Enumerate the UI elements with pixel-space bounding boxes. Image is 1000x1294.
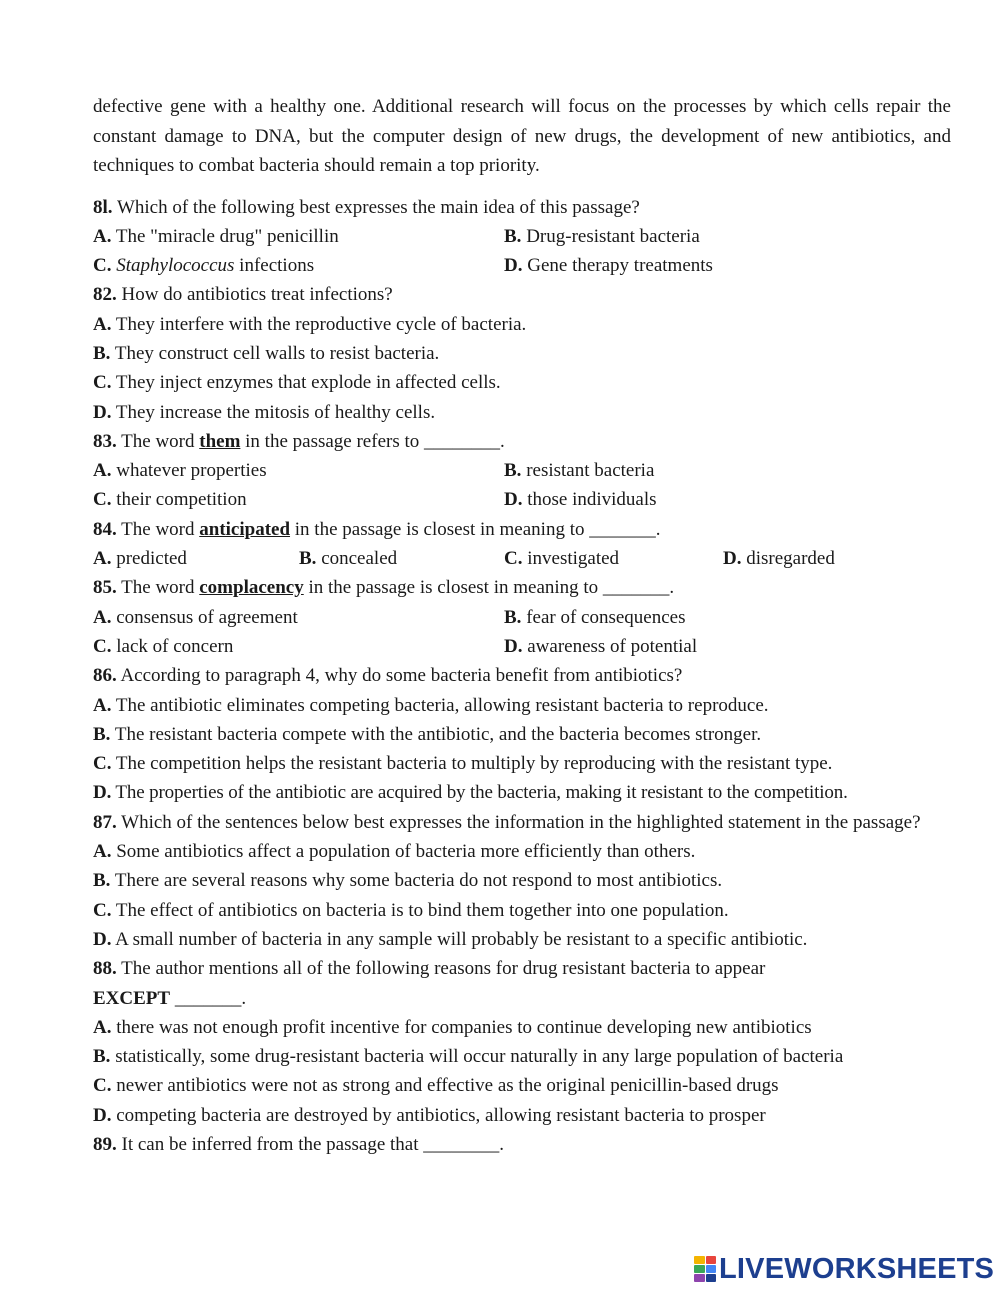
option-d[interactable]: D. A small number of bacteria in any sample will probably be resistant to a specific antibiotic. xyxy=(93,928,808,950)
option-a[interactable]: A. there was not enough profit incentive for companies to continue developing new antibiotics xyxy=(93,1016,812,1038)
option-row xyxy=(93,485,951,514)
question-88: 88. The author mentions all of the following reasons for drug resistant bacteria to appear xyxy=(93,958,766,980)
question-85: 85. The word complacency in the passage is closest in meaning to _______. xyxy=(93,577,675,599)
option-c[interactable]: C. They inject enzymes that explode in affected cells. xyxy=(93,372,501,394)
option-row xyxy=(93,544,951,573)
option-row xyxy=(93,632,951,661)
question-86: 86. According to paragraph 4, why do some bacteria benefit from antibiotics? xyxy=(93,665,683,687)
option-c[interactable]: C. investigated xyxy=(504,548,620,570)
option-row xyxy=(93,603,951,632)
option-c[interactable]: C. The effect of antibiotics on bacteria is to bind them together into one population. xyxy=(93,899,729,921)
option-c[interactable]: C. newer antibiotics were not as strong and effective as the original penicillin-based drugs xyxy=(93,1075,779,1097)
option-c[interactable]: C. Staphylococcus infections xyxy=(93,255,315,277)
option-row xyxy=(93,251,951,280)
option-b[interactable]: B. The resistant bacteria compete with the antibiotic, and the bacteria becomes stronger. xyxy=(93,723,762,745)
question-87: 87. Which of the sentences below best expresses the information in the highlighted statement in the passage? xyxy=(93,811,921,833)
logo-text: LIVEWORKSHEETS xyxy=(719,1252,995,1285)
option-c[interactable]: C. The competition helps the resistant bacteria to multiply by reproducing with the resistant type. xyxy=(93,753,833,775)
question-84: 84. The word anticipated in the passage is closest in meaning to _______. xyxy=(93,518,661,540)
logo-mark-icon xyxy=(694,1256,716,1282)
option-b[interactable]: B. Drug-resistant bacteria xyxy=(504,225,700,247)
option-d[interactable]: D. competing bacteria are destroyed by antibiotics, allowing resistant bacteria to prosper xyxy=(93,1104,766,1126)
option-a[interactable]: A. predicted xyxy=(93,548,187,570)
question-83: 83. The word them in the passage refers to ________. xyxy=(93,430,505,452)
option-d[interactable]: D. awareness of potential xyxy=(504,635,698,657)
option-b[interactable]: B. concealed xyxy=(299,548,398,570)
option-row xyxy=(93,222,951,251)
option-c[interactable]: C. their competition xyxy=(93,489,247,511)
option-d[interactable]: D. Gene therapy treatments xyxy=(504,255,713,277)
option-b[interactable]: B. There are several reasons why some bacteria do not respond to most antibiotics. xyxy=(93,870,723,892)
option-d[interactable]: D. The properties of the antibiotic are acquired by the bacteria, making it resistant to the competition. xyxy=(93,782,848,804)
option-row xyxy=(93,456,951,485)
option-a[interactable]: A. Some antibiotics affect a population of bacteria more efficiently than others. xyxy=(93,841,696,863)
option-d[interactable]: D. disregarded xyxy=(723,548,835,570)
option-a[interactable]: A. whatever properties xyxy=(93,460,267,482)
option-d[interactable]: D. They increase the mitosis of healthy cells. xyxy=(93,401,436,423)
option-d[interactable]: D. those individuals xyxy=(504,489,657,511)
option-b[interactable]: B. fear of consequences xyxy=(504,606,686,628)
option-b[interactable]: B. statistically, some drug-resistant bacteria will occur naturally in any large population of bacteria xyxy=(93,1046,844,1068)
option-a[interactable]: A. The antibiotic eliminates competing bacteria, allowing resistant bacteria to reproduce. xyxy=(93,694,769,716)
highlighted-word: complacency xyxy=(199,577,304,599)
option-a[interactable]: A. They interfere with the reproductive cycle of bacteria. xyxy=(93,313,527,335)
liveworksheets-logo[interactable] xyxy=(694,1253,994,1285)
option-b[interactable]: B. resistant bacteria xyxy=(504,460,655,482)
question-88-except: EXCEPT _______. xyxy=(93,987,247,1009)
option-a[interactable]: A. The "miracle drug" penicillin xyxy=(93,225,339,247)
highlighted-word: them xyxy=(199,430,241,452)
passage-excerpt: defective gene with a healthy one. Additional research will focus on the processes by which cells repair the constant damage to DNA, but the computer design of new drugs, the development of new antibiotics, and techniques to combat bacteria should remain a top priority. xyxy=(93,96,951,176)
highlighted-word: anticipated xyxy=(199,518,291,540)
option-a[interactable]: A. consensus of agreement xyxy=(93,606,298,628)
question-82: 82. How do antibiotics treat infections? xyxy=(93,284,393,306)
question-81: 8l. Which of the following best expresses the main idea of this passage? xyxy=(93,196,640,218)
option-b[interactable]: B. They construct cell walls to resist bacteria. xyxy=(93,342,440,364)
question-89: 89. It can be inferred from the passage that ________. xyxy=(93,1134,505,1155)
worksheet-page xyxy=(93,92,951,1159)
option-c[interactable]: C. lack of concern xyxy=(93,635,234,657)
